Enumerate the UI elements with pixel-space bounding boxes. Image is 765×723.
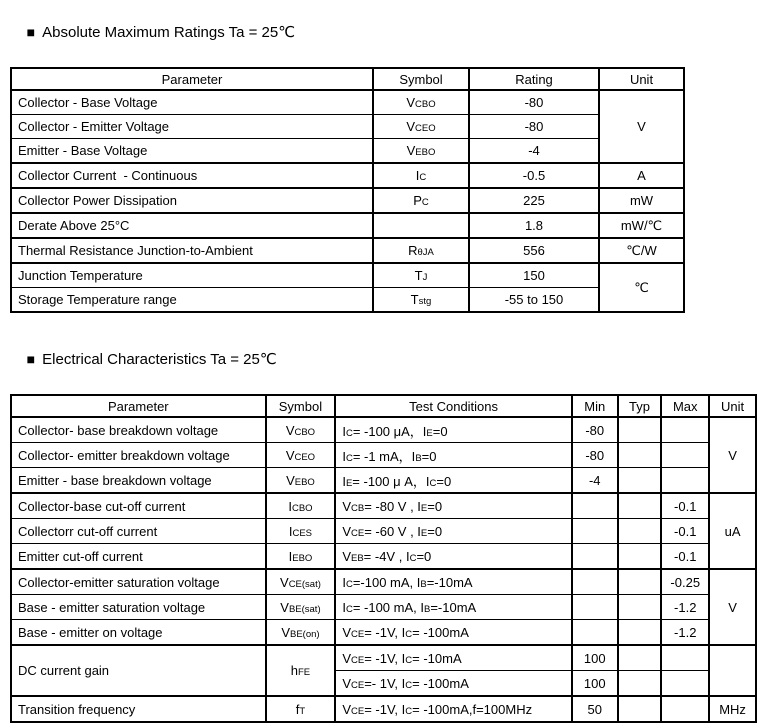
rating-cell: -55 to 150 bbox=[469, 288, 599, 313]
table-row bbox=[11, 620, 756, 646]
elec-char-header-row bbox=[11, 395, 756, 417]
typ-cell bbox=[618, 544, 662, 570]
subscript-text: BE(sat) bbox=[288, 603, 321, 615]
subscript-text: C bbox=[345, 578, 353, 590]
subscript-text: B bbox=[420, 578, 427, 590]
table-row bbox=[11, 443, 756, 468]
min-cell: -80 bbox=[572, 443, 618, 468]
param-cell: Collector Power Dissipation bbox=[11, 188, 373, 213]
unit-cell: MHz bbox=[709, 696, 756, 722]
unit-cell: uA bbox=[709, 493, 756, 569]
symbol-cell: VCBO bbox=[266, 417, 336, 443]
typ-cell bbox=[618, 645, 662, 671]
symbol-cell: ICBO bbox=[266, 493, 336, 519]
cond-cell: IC= -1 mA，IB=0 bbox=[335, 443, 572, 468]
abs-max-table bbox=[10, 67, 685, 313]
header-parameter: Parameter bbox=[11, 68, 373, 90]
max-cell: -0.1 bbox=[661, 493, 709, 519]
symbol-cell: ICES bbox=[266, 519, 336, 544]
header-unit: Unit bbox=[599, 68, 684, 90]
typ-cell bbox=[618, 696, 662, 722]
param-cell: Emitter - Base Voltage bbox=[11, 139, 373, 164]
subscript-text: C bbox=[345, 427, 353, 439]
subscript-text: E bbox=[420, 527, 428, 539]
abs-max-section-title bbox=[10, 7, 757, 58]
typ-cell bbox=[618, 519, 662, 544]
param-cell: Base - emitter on voltage bbox=[11, 620, 266, 646]
table-row bbox=[11, 519, 756, 544]
subscript-text: CE bbox=[350, 654, 365, 666]
symbol-cell: VCE(sat) bbox=[266, 569, 336, 595]
symbol-cell bbox=[373, 213, 469, 238]
table-row bbox=[11, 163, 684, 188]
param-cell: Emitter - base breakdown voltage bbox=[11, 468, 266, 494]
cond-cell: IC= -100 μA，IE=0 bbox=[335, 417, 572, 443]
param-cell: Collector - Emitter Voltage bbox=[11, 115, 373, 139]
max-cell: -1.2 bbox=[661, 620, 709, 646]
subscript-text: EB bbox=[350, 552, 364, 564]
subscript-text: CE bbox=[350, 527, 365, 539]
subscript-text: E bbox=[420, 502, 428, 514]
unit-cell: V bbox=[709, 569, 756, 645]
subscript-text: B bbox=[415, 452, 422, 464]
max-cell bbox=[661, 443, 709, 468]
table-row bbox=[11, 263, 684, 288]
subscript-text: BE(on) bbox=[290, 628, 320, 640]
typ-cell bbox=[618, 620, 662, 646]
table-row bbox=[11, 417, 756, 443]
subscript-text: E bbox=[426, 427, 433, 439]
header-test-conditions: Test Conditions bbox=[335, 395, 572, 417]
table-row bbox=[11, 569, 756, 595]
unit-cell: V bbox=[599, 90, 684, 163]
table-row bbox=[11, 90, 684, 115]
cond-cell: IE= -100 μ A，IC=0 bbox=[335, 468, 572, 494]
table-row bbox=[11, 288, 684, 313]
cond-cell: VCE= -60 V , IE=0 bbox=[335, 519, 572, 544]
subscript-text: EBO bbox=[415, 147, 436, 158]
table-row bbox=[11, 139, 684, 164]
table-row bbox=[11, 115, 684, 139]
cond-cell: VCE=- 1V, IC= -100mA bbox=[335, 671, 572, 697]
subscript-text: C bbox=[345, 603, 353, 615]
min-cell bbox=[572, 544, 618, 570]
rating-cell: -80 bbox=[469, 90, 599, 115]
param-cell: Collector Current - Continuous bbox=[11, 163, 373, 188]
symbol-cell: fT bbox=[266, 696, 336, 722]
symbol-cell: VCEO bbox=[373, 115, 469, 139]
param-cell: Collector- emitter breakdown voltage bbox=[11, 443, 266, 468]
header-typ: Typ bbox=[618, 395, 662, 417]
rating-cell: 150 bbox=[469, 263, 599, 288]
cond-cell: IC=-100 mA, IB=-10mA bbox=[335, 569, 572, 595]
typ-cell bbox=[618, 443, 662, 468]
param-cell: Collector- base breakdown voltage bbox=[11, 417, 266, 443]
header-parameter: Parameter bbox=[11, 395, 266, 417]
subscript-text: CE bbox=[350, 705, 365, 717]
subscript-text: E bbox=[345, 477, 353, 489]
unit-cell: ℃ bbox=[599, 263, 684, 312]
subscript-text: J bbox=[422, 272, 428, 283]
subscript-text: CE(sat) bbox=[288, 578, 321, 590]
unit-cell: mW/℃ bbox=[599, 213, 684, 238]
typ-cell bbox=[618, 417, 662, 443]
min-cell: 100 bbox=[572, 645, 618, 671]
subscript-text: stg bbox=[418, 296, 432, 307]
param-cell: Emitter cut-off current bbox=[11, 544, 266, 570]
subscript-text: B bbox=[423, 603, 431, 615]
table-row bbox=[11, 468, 756, 494]
param-cell: Thermal Resistance Junction-to-Ambient bbox=[11, 238, 373, 263]
rating-cell: 556 bbox=[469, 238, 599, 263]
subscript-text: CBO bbox=[294, 426, 316, 438]
min-cell: -80 bbox=[572, 417, 618, 443]
typ-cell bbox=[618, 468, 662, 494]
max-cell: -1.2 bbox=[661, 595, 709, 620]
unit-cell: ℃/W bbox=[599, 238, 684, 263]
param-cell: Derate Above 25°C bbox=[11, 213, 373, 238]
rating-cell: 1.8 bbox=[469, 213, 599, 238]
subscript-text: T bbox=[299, 705, 306, 717]
max-cell bbox=[661, 671, 709, 697]
subscript-text: C bbox=[429, 477, 437, 489]
param-cell: Collector-base cut-off current bbox=[11, 493, 266, 519]
min-cell bbox=[572, 519, 618, 544]
symbol-cell: IC bbox=[373, 163, 469, 188]
symbol-cell: VEBO bbox=[373, 139, 469, 164]
min-cell bbox=[572, 569, 618, 595]
param-cell: DC current gain bbox=[11, 645, 266, 696]
subscript-text: CEO bbox=[294, 451, 316, 463]
param-cell: Transition frequency bbox=[11, 696, 266, 722]
typ-cell bbox=[618, 493, 662, 519]
elec-char-title-text: Electrical Characteristics Ta = 25℃ bbox=[42, 351, 277, 368]
subscript-text: CE bbox=[350, 679, 365, 691]
min-cell bbox=[572, 620, 618, 646]
cond-cell: VCE= -1V, IC= -100mA bbox=[335, 620, 572, 646]
rating-cell: 225 bbox=[469, 188, 599, 213]
symbol-cell: VCBO bbox=[373, 90, 469, 115]
header-rating: Rating bbox=[469, 68, 599, 90]
table-row bbox=[11, 544, 756, 570]
subscript-text: FE bbox=[298, 667, 311, 678]
max-cell: -0.1 bbox=[661, 519, 709, 544]
subscript-text: C bbox=[421, 197, 429, 208]
subscript-text: CE bbox=[350, 628, 365, 640]
table-row bbox=[11, 696, 756, 722]
cond-cell: VCE= -1V, IC= -100mA,f=100MHz bbox=[335, 696, 572, 722]
table-row bbox=[11, 238, 684, 263]
symbol-cell: Tstg bbox=[373, 288, 469, 313]
subscript-text: C bbox=[419, 172, 427, 183]
min-cell bbox=[572, 493, 618, 519]
header-symbol: Symbol bbox=[373, 68, 469, 90]
subscript-text: CB bbox=[350, 502, 365, 514]
cond-cell: VEB= -4V , IC=0 bbox=[335, 544, 572, 570]
rating-cell: -4 bbox=[469, 139, 599, 164]
symbol-cell: IEBO bbox=[266, 544, 336, 570]
max-cell: -0.1 bbox=[661, 544, 709, 570]
param-cell: Base - emitter saturation voltage bbox=[11, 595, 266, 620]
header-unit: Unit bbox=[709, 395, 756, 417]
typ-cell bbox=[618, 595, 662, 620]
symbol-cell: VBE(sat) bbox=[266, 595, 336, 620]
symbol-cell: RθJA bbox=[373, 238, 469, 263]
unit-cell: mW bbox=[599, 188, 684, 213]
param-cell: Storage Temperature range bbox=[11, 288, 373, 313]
abs-max-header-row bbox=[11, 68, 684, 90]
elec-char-section-title bbox=[10, 334, 757, 385]
subscript-text: C bbox=[405, 654, 413, 666]
subscript-text: C bbox=[405, 679, 413, 691]
unit-cell: A bbox=[599, 163, 684, 188]
subscript-text: C bbox=[345, 452, 353, 464]
unit-cell bbox=[709, 645, 756, 696]
subscript-text: C bbox=[409, 552, 417, 564]
subscript-text: EBO bbox=[294, 476, 315, 488]
abs-max-title-text: Absolute Maximum Ratings Ta = 25℃ bbox=[42, 24, 296, 41]
subscript-text: C bbox=[405, 705, 413, 717]
max-cell bbox=[661, 417, 709, 443]
unit-cell: V bbox=[709, 417, 756, 493]
elec-char-table bbox=[10, 394, 757, 723]
typ-cell bbox=[618, 671, 662, 697]
max-cell bbox=[661, 696, 709, 722]
cond-cell: VCB= -80 V , IE=0 bbox=[335, 493, 572, 519]
symbol-cell: VBE(on) bbox=[266, 620, 336, 646]
table-row bbox=[11, 645, 756, 671]
header-symbol: Symbol bbox=[266, 395, 336, 417]
symbol-cell: VCEO bbox=[266, 443, 336, 468]
black-square-icon: ■ bbox=[26, 351, 36, 367]
table-row bbox=[11, 213, 684, 238]
subscript-text: CES bbox=[292, 527, 313, 539]
subscript-text: C bbox=[405, 628, 413, 640]
table-row bbox=[11, 188, 684, 213]
subscript-text: CBO bbox=[415, 99, 436, 110]
header-min: Min bbox=[572, 395, 618, 417]
min-cell: 100 bbox=[572, 671, 618, 697]
header-max: Max bbox=[661, 395, 709, 417]
cond-cell: IC= -100 mA, IB=-10mA bbox=[335, 595, 572, 620]
typ-cell bbox=[618, 569, 662, 595]
table-row bbox=[11, 493, 756, 519]
min-cell bbox=[572, 595, 618, 620]
subscript-text: CBO bbox=[291, 502, 313, 514]
symbol-cell: VEBO bbox=[266, 468, 336, 494]
param-cell: Collectorr cut-off current bbox=[11, 519, 266, 544]
symbol-cell: PC bbox=[373, 188, 469, 213]
max-cell bbox=[661, 645, 709, 671]
min-cell: -4 bbox=[572, 468, 618, 494]
min-cell: 50 bbox=[572, 696, 618, 722]
subscript-text: EBO bbox=[292, 552, 313, 564]
param-cell: Collector - Base Voltage bbox=[11, 90, 373, 115]
cond-cell: VCE= -1V, IC= -10mA bbox=[335, 645, 572, 671]
param-cell: Collector-emitter saturation voltage bbox=[11, 569, 266, 595]
black-square-icon: ■ bbox=[26, 24, 36, 40]
table-row bbox=[11, 595, 756, 620]
subscript-text: CEO bbox=[415, 123, 436, 134]
max-cell: -0.25 bbox=[661, 569, 709, 595]
symbol-cell: TJ bbox=[373, 263, 469, 288]
rating-cell: -80 bbox=[469, 115, 599, 139]
symbol-cell: hFE bbox=[266, 645, 336, 696]
param-cell: Junction Temperature bbox=[11, 263, 373, 288]
rating-cell: -0.5 bbox=[469, 163, 599, 188]
subscript-text: θJA bbox=[417, 247, 434, 258]
max-cell bbox=[661, 468, 709, 494]
